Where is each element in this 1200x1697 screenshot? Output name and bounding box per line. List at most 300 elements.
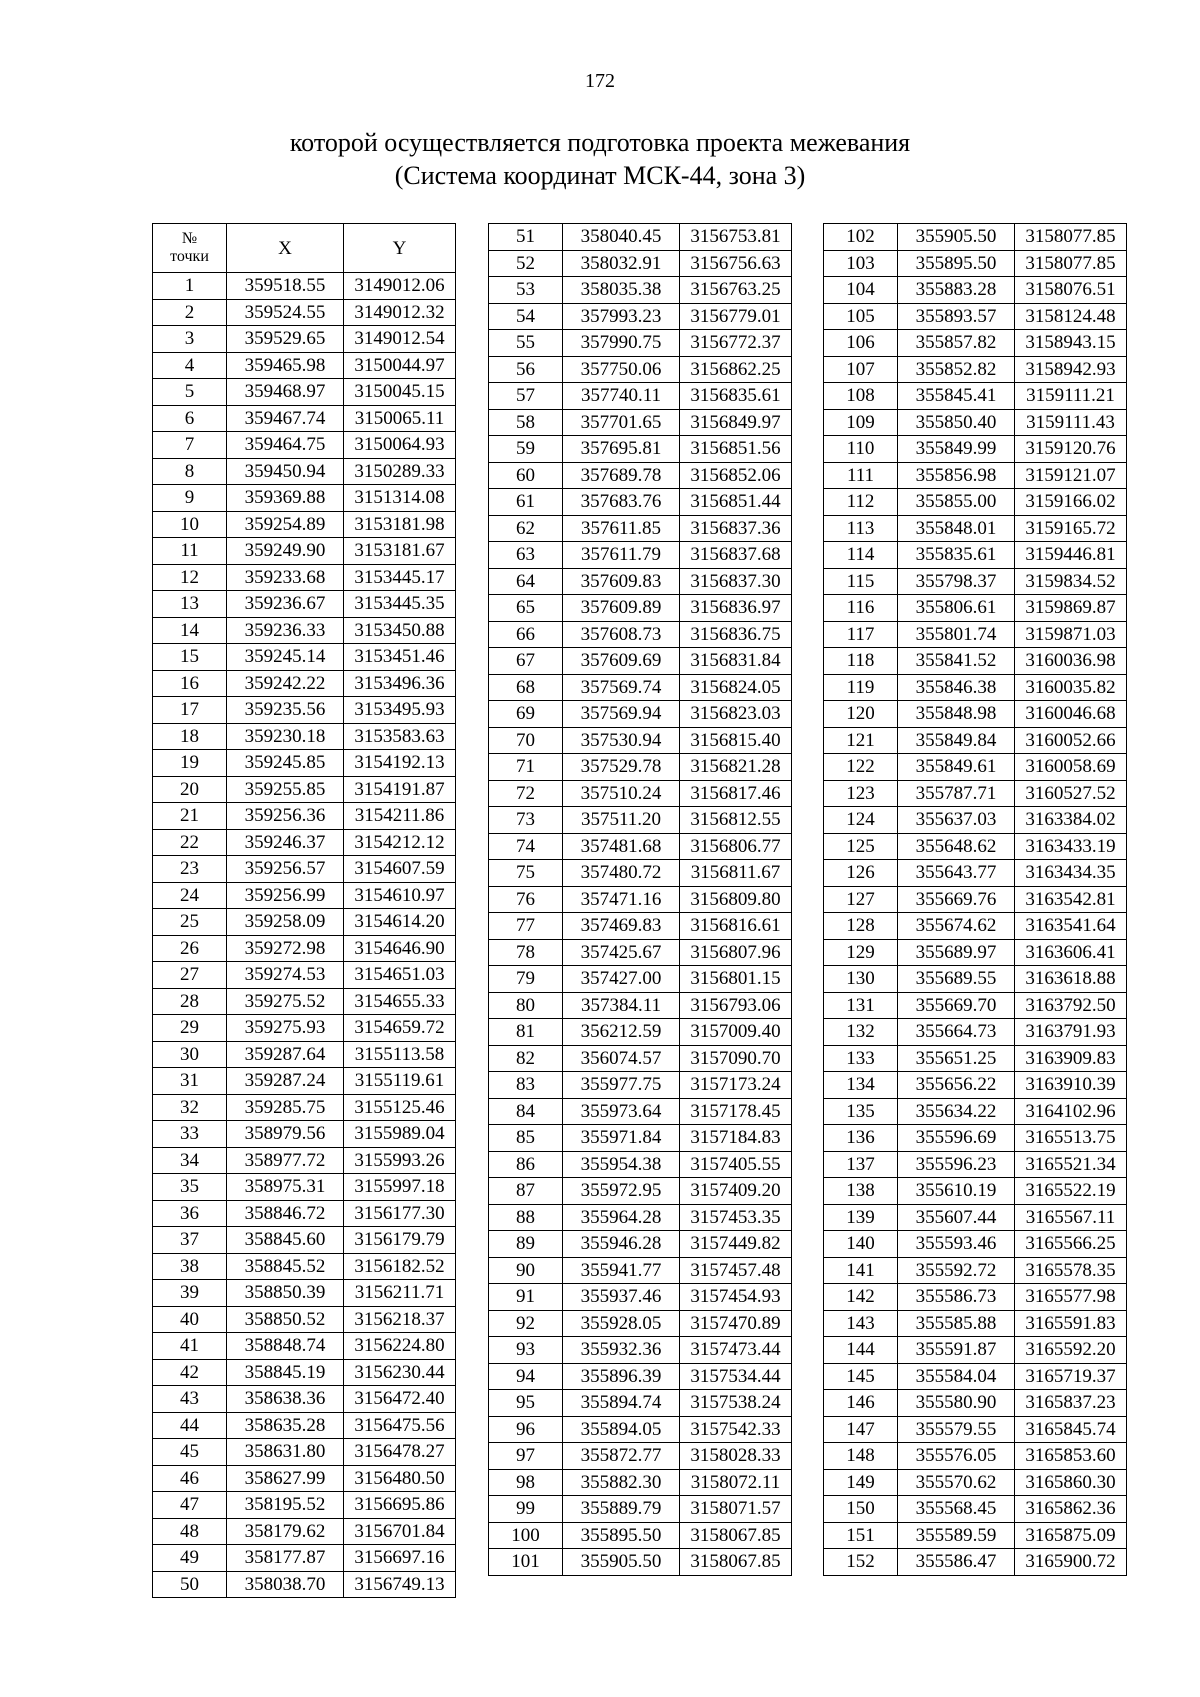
y-coordinate-cell: 3154659.72 <box>344 1015 456 1042</box>
table-row <box>489 913 792 940</box>
table-row <box>153 670 456 697</box>
y-coordinate-cell: 3157534.44 <box>680 1363 792 1390</box>
point-number-cell: 110 <box>824 436 898 463</box>
point-number-cell: 113 <box>824 515 898 542</box>
point-number-cell: 97 <box>489 1443 563 1470</box>
y-coordinate-cell: 3157470.89 <box>680 1310 792 1337</box>
table-row <box>489 515 792 542</box>
x-coordinate-cell: 357608.73 <box>563 621 680 648</box>
table-row <box>824 1416 1127 1443</box>
x-coordinate-cell: 355882.30 <box>563 1469 680 1496</box>
point-number-cell: 120 <box>824 701 898 728</box>
point-number-cell: 78 <box>489 939 563 966</box>
y-coordinate-cell: 3156801.15 <box>680 966 792 993</box>
x-coordinate-cell: 355855.00 <box>898 489 1015 516</box>
x-coordinate-cell: 355894.05 <box>563 1416 680 1443</box>
y-coordinate-cell: 3150044.97 <box>344 352 456 379</box>
point-number-cell: 48 <box>153 1518 227 1545</box>
x-coordinate-cell: 359258.09 <box>227 909 344 936</box>
y-coordinate-cell: 3159111.21 <box>1015 383 1127 410</box>
table-row <box>153 1253 456 1280</box>
point-number-cell: 52 <box>489 250 563 277</box>
coordinates-table-2 <box>488 223 792 1576</box>
y-coordinate-cell: 3165719.37 <box>1015 1363 1127 1390</box>
y-coordinate-cell: 3159121.07 <box>1015 462 1127 489</box>
table-row <box>489 1337 792 1364</box>
table-row <box>824 1231 1127 1258</box>
table-row <box>824 939 1127 966</box>
table-row <box>153 962 456 989</box>
x-coordinate-cell: 358845.52 <box>227 1253 344 1280</box>
x-coordinate-cell: 359287.24 <box>227 1068 344 1095</box>
point-number-cell: 60 <box>489 462 563 489</box>
table-row <box>489 1151 792 1178</box>
y-coordinate-cell: 3156230.44 <box>344 1359 456 1386</box>
x-coordinate-cell: 357609.83 <box>563 568 680 595</box>
table-row <box>489 1257 792 1284</box>
table-row <box>489 939 792 966</box>
point-number-cell: 68 <box>489 674 563 701</box>
y-coordinate-cell: 3150064.93 <box>344 432 456 459</box>
x-coordinate-cell: 355637.03 <box>898 807 1015 834</box>
x-coordinate-cell: 357469.83 <box>563 913 680 940</box>
x-coordinate-cell: 355787.71 <box>898 780 1015 807</box>
x-coordinate-cell: 355643.77 <box>898 860 1015 887</box>
x-coordinate-cell: 355689.55 <box>898 966 1015 993</box>
table-row <box>489 727 792 754</box>
y-coordinate-cell: 3158067.85 <box>680 1549 792 1576</box>
x-coordinate-cell: 355585.88 <box>898 1310 1015 1337</box>
y-coordinate-cell: 3156472.40 <box>344 1386 456 1413</box>
x-coordinate-cell: 355610.19 <box>898 1178 1015 1205</box>
x-coordinate-cell: 357427.00 <box>563 966 680 993</box>
x-coordinate-cell: 359529.65 <box>227 326 344 353</box>
y-coordinate-cell: 3160527.52 <box>1015 780 1127 807</box>
table-row <box>153 1121 456 1148</box>
table-row <box>153 538 456 565</box>
x-coordinate-cell: 358179.62 <box>227 1518 344 1545</box>
x-coordinate-cell: 358635.28 <box>227 1412 344 1439</box>
y-coordinate-cell: 3156701.84 <box>344 1518 456 1545</box>
point-number-cell: 125 <box>824 833 898 860</box>
x-coordinate-cell: 355634.22 <box>898 1098 1015 1125</box>
table-row <box>153 1492 456 1519</box>
table-row <box>824 1257 1127 1284</box>
y-coordinate-cell: 3163434.35 <box>1015 860 1127 887</box>
y-coordinate-cell: 3157009.40 <box>680 1019 792 1046</box>
table-row <box>824 1469 1127 1496</box>
point-number-cell: 109 <box>824 409 898 436</box>
table-row <box>824 754 1127 781</box>
header-y: Y <box>344 224 456 273</box>
table-row <box>153 909 456 936</box>
x-coordinate-cell: 355579.55 <box>898 1416 1015 1443</box>
x-coordinate-cell: 359274.53 <box>227 962 344 989</box>
point-number-cell: 104 <box>824 277 898 304</box>
table-row <box>489 1178 792 1205</box>
point-number-cell: 63 <box>489 542 563 569</box>
y-coordinate-cell: 3165592.20 <box>1015 1337 1127 1364</box>
x-coordinate-cell: 358848.74 <box>227 1333 344 1360</box>
y-coordinate-cell: 3153445.35 <box>344 591 456 618</box>
point-number-cell: 139 <box>824 1204 898 1231</box>
y-coordinate-cell: 3157453.35 <box>680 1204 792 1231</box>
point-number-cell: 27 <box>153 962 227 989</box>
y-coordinate-cell: 3157449.82 <box>680 1231 792 1258</box>
point-number-cell: 105 <box>824 303 898 330</box>
table-row <box>153 1306 456 1333</box>
table-row <box>824 860 1127 887</box>
y-coordinate-cell: 3158067.85 <box>680 1522 792 1549</box>
y-coordinate-cell: 3156182.52 <box>344 1253 456 1280</box>
table-row <box>824 436 1127 463</box>
point-number-cell: 87 <box>489 1178 563 1205</box>
table-row <box>153 405 456 432</box>
x-coordinate-cell: 357481.68 <box>563 833 680 860</box>
x-coordinate-cell: 359245.85 <box>227 750 344 777</box>
x-coordinate-cell: 358975.31 <box>227 1174 344 1201</box>
table-row <box>824 1337 1127 1364</box>
table-row <box>489 860 792 887</box>
table-row <box>153 776 456 803</box>
table-row <box>153 273 456 300</box>
y-coordinate-cell: 3156218.37 <box>344 1306 456 1333</box>
x-coordinate-cell: 358850.52 <box>227 1306 344 1333</box>
point-number-cell: 138 <box>824 1178 898 1205</box>
header-point-number: № точки <box>153 224 227 273</box>
x-coordinate-cell: 355848.01 <box>898 515 1015 542</box>
table-row <box>489 1019 792 1046</box>
table-row <box>489 701 792 728</box>
x-coordinate-cell: 358850.39 <box>227 1280 344 1307</box>
x-coordinate-cell: 357471.16 <box>563 886 680 913</box>
y-coordinate-cell: 3154655.33 <box>344 988 456 1015</box>
x-coordinate-cell: 357990.75 <box>563 330 680 357</box>
table-row <box>153 1359 456 1386</box>
point-number-cell: 102 <box>824 224 898 251</box>
y-coordinate-cell: 3157538.24 <box>680 1390 792 1417</box>
y-coordinate-cell: 3156831.84 <box>680 648 792 675</box>
point-number-cell: 122 <box>824 754 898 781</box>
table-row <box>489 1310 792 1337</box>
x-coordinate-cell: 359275.93 <box>227 1015 344 1042</box>
point-number-cell: 94 <box>489 1363 563 1390</box>
y-coordinate-cell: 3156835.61 <box>680 383 792 410</box>
table-row <box>153 1041 456 1068</box>
y-coordinate-cell: 3165591.83 <box>1015 1310 1127 1337</box>
y-coordinate-cell: 3156821.28 <box>680 754 792 781</box>
table-row <box>153 485 456 512</box>
table-row <box>489 886 792 913</box>
table-row <box>824 1310 1127 1337</box>
point-number-cell: 50 <box>153 1571 227 1598</box>
y-coordinate-cell: 3158072.11 <box>680 1469 792 1496</box>
y-coordinate-cell: 3156809.80 <box>680 886 792 913</box>
point-number-cell: 136 <box>824 1125 898 1152</box>
table-row <box>824 356 1127 383</box>
point-number-cell: 23 <box>153 856 227 883</box>
point-number-cell: 29 <box>153 1015 227 1042</box>
table-row <box>489 992 792 1019</box>
table-row <box>489 356 792 383</box>
table-row <box>489 1231 792 1258</box>
point-number-cell: 132 <box>824 1019 898 1046</box>
point-number-cell: 8 <box>153 458 227 485</box>
point-number-cell: 9 <box>153 485 227 512</box>
y-coordinate-cell: 3156806.77 <box>680 833 792 860</box>
y-coordinate-cell: 3157178.45 <box>680 1098 792 1125</box>
table-row <box>153 299 456 326</box>
y-coordinate-cell: 3156849.97 <box>680 409 792 436</box>
x-coordinate-cell: 358638.36 <box>227 1386 344 1413</box>
point-number-cell: 11 <box>153 538 227 565</box>
y-coordinate-cell: 3159834.52 <box>1015 568 1127 595</box>
point-number-cell: 30 <box>153 1041 227 1068</box>
point-number-cell: 123 <box>824 780 898 807</box>
y-coordinate-cell: 3158077.85 <box>1015 224 1127 251</box>
point-number-cell: 70 <box>489 727 563 754</box>
table-row <box>153 1518 456 1545</box>
point-number-cell: 95 <box>489 1390 563 1417</box>
y-coordinate-cell: 3165521.34 <box>1015 1151 1127 1178</box>
x-coordinate-cell: 358631.80 <box>227 1439 344 1466</box>
point-number-cell: 66 <box>489 621 563 648</box>
point-number-cell: 22 <box>153 829 227 856</box>
x-coordinate-cell: 359242.22 <box>227 670 344 697</box>
table-row <box>824 1496 1127 1523</box>
table-row <box>824 1019 1127 1046</box>
x-coordinate-cell: 357480.72 <box>563 860 680 887</box>
x-coordinate-cell: 357384.11 <box>563 992 680 1019</box>
table-row <box>489 489 792 516</box>
point-number-cell: 134 <box>824 1072 898 1099</box>
point-number-cell: 39 <box>153 1280 227 1307</box>
point-number-cell: 69 <box>489 701 563 728</box>
point-number-cell: 58 <box>489 409 563 436</box>
x-coordinate-cell: 357611.79 <box>563 542 680 569</box>
y-coordinate-cell: 3155997.18 <box>344 1174 456 1201</box>
point-number-cell: 45 <box>153 1439 227 1466</box>
x-coordinate-cell: 355801.74 <box>898 621 1015 648</box>
table-row <box>153 1068 456 1095</box>
point-number-cell: 32 <box>153 1094 227 1121</box>
y-coordinate-cell: 3153451.46 <box>344 644 456 671</box>
x-coordinate-cell: 359246.37 <box>227 829 344 856</box>
table-row <box>489 595 792 622</box>
x-coordinate-cell: 355669.70 <box>898 992 1015 1019</box>
y-coordinate-cell: 3156837.68 <box>680 542 792 569</box>
table-row <box>824 833 1127 860</box>
table-row <box>824 992 1127 1019</box>
x-coordinate-cell: 359464.75 <box>227 432 344 459</box>
table-row <box>489 250 792 277</box>
y-coordinate-cell: 3163542.81 <box>1015 886 1127 913</box>
y-coordinate-cell: 3156756.63 <box>680 250 792 277</box>
x-coordinate-cell: 355937.46 <box>563 1284 680 1311</box>
y-coordinate-cell: 3153450.88 <box>344 617 456 644</box>
table-row <box>153 458 456 485</box>
y-coordinate-cell: 3157090.70 <box>680 1045 792 1072</box>
point-number-cell: 127 <box>824 886 898 913</box>
table-row <box>153 1545 456 1572</box>
y-coordinate-cell: 3159166.02 <box>1015 489 1127 516</box>
point-number-cell: 114 <box>824 542 898 569</box>
point-number-cell: 106 <box>824 330 898 357</box>
y-coordinate-cell: 3156837.36 <box>680 515 792 542</box>
point-number-cell: 35 <box>153 1174 227 1201</box>
table-row <box>489 780 792 807</box>
x-coordinate-cell: 355607.44 <box>898 1204 1015 1231</box>
x-coordinate-cell: 359230.18 <box>227 723 344 750</box>
point-number-cell: 31 <box>153 1068 227 1095</box>
y-coordinate-cell: 3158942.93 <box>1015 356 1127 383</box>
point-number-cell: 91 <box>489 1284 563 1311</box>
y-coordinate-cell: 3157473.44 <box>680 1337 792 1364</box>
y-coordinate-cell: 3158076.51 <box>1015 277 1127 304</box>
x-coordinate-cell: 355568.45 <box>898 1496 1015 1523</box>
point-number-cell: 126 <box>824 860 898 887</box>
point-number-cell: 74 <box>489 833 563 860</box>
x-coordinate-cell: 355674.62 <box>898 913 1015 940</box>
x-coordinate-cell: 359287.64 <box>227 1041 344 1068</box>
y-coordinate-cell: 3150289.33 <box>344 458 456 485</box>
y-coordinate-cell: 3156852.06 <box>680 462 792 489</box>
y-coordinate-cell: 3156478.27 <box>344 1439 456 1466</box>
y-coordinate-cell: 3156793.06 <box>680 992 792 1019</box>
point-number-cell: 62 <box>489 515 563 542</box>
y-coordinate-cell: 3163606.41 <box>1015 939 1127 966</box>
point-number-cell: 145 <box>824 1363 898 1390</box>
point-number-cell: 64 <box>489 568 563 595</box>
y-coordinate-cell: 3153583.63 <box>344 723 456 750</box>
table-row <box>153 1386 456 1413</box>
x-coordinate-cell: 355896.39 <box>563 1363 680 1390</box>
x-coordinate-cell: 355849.84 <box>898 727 1015 754</box>
point-number-cell: 73 <box>489 807 563 834</box>
table-row <box>489 1390 792 1417</box>
y-coordinate-cell: 3156753.81 <box>680 224 792 251</box>
table-row <box>489 1125 792 1152</box>
y-coordinate-cell: 3157405.55 <box>680 1151 792 1178</box>
coordinates-table-3 <box>823 223 1127 1576</box>
x-coordinate-cell: 357611.85 <box>563 515 680 542</box>
point-number-cell: 61 <box>489 489 563 516</box>
x-coordinate-cell: 358979.56 <box>227 1121 344 1148</box>
x-coordinate-cell: 355845.41 <box>898 383 1015 410</box>
y-coordinate-cell: 3156177.30 <box>344 1200 456 1227</box>
table-row <box>153 326 456 353</box>
table-row <box>489 833 792 860</box>
table-row <box>824 1204 1127 1231</box>
table-row <box>153 1200 456 1227</box>
x-coordinate-cell: 357695.81 <box>563 436 680 463</box>
point-number-cell: 18 <box>153 723 227 750</box>
table-row <box>824 1098 1127 1125</box>
point-number-cell: 53 <box>489 277 563 304</box>
table-row <box>489 648 792 675</box>
table-row <box>489 1469 792 1496</box>
point-number-cell: 72 <box>489 780 563 807</box>
table-row <box>153 829 456 856</box>
point-number-cell: 101 <box>489 1549 563 1576</box>
y-coordinate-cell: 3156779.01 <box>680 303 792 330</box>
table-row <box>489 462 792 489</box>
y-coordinate-cell: 3157184.83 <box>680 1125 792 1152</box>
x-coordinate-cell: 358035.38 <box>563 277 680 304</box>
point-number-cell: 98 <box>489 1469 563 1496</box>
point-number-cell: 92 <box>489 1310 563 1337</box>
point-number-cell: 40 <box>153 1306 227 1333</box>
y-coordinate-cell: 3156823.03 <box>680 701 792 728</box>
point-number-cell: 5 <box>153 379 227 406</box>
table-row <box>153 511 456 538</box>
y-coordinate-cell: 3149012.06 <box>344 273 456 300</box>
y-coordinate-cell: 3160036.98 <box>1015 648 1127 675</box>
y-coordinate-cell: 3153181.98 <box>344 511 456 538</box>
point-number-cell: 37 <box>153 1227 227 1254</box>
table-row <box>153 1465 456 1492</box>
x-coordinate-cell: 355835.61 <box>898 542 1015 569</box>
x-coordinate-cell: 358845.19 <box>227 1359 344 1386</box>
title-line-2: (Система координат МСК-44, зона 3) <box>394 161 806 190</box>
table-row <box>153 591 456 618</box>
y-coordinate-cell: 3156837.30 <box>680 568 792 595</box>
point-number-cell: 117 <box>824 621 898 648</box>
table-row <box>153 1412 456 1439</box>
point-number-cell: 67 <box>489 648 563 675</box>
x-coordinate-cell: 359272.98 <box>227 935 344 962</box>
table-row <box>153 1174 456 1201</box>
table-row <box>824 542 1127 569</box>
y-coordinate-cell: 3156475.56 <box>344 1412 456 1439</box>
y-coordinate-cell: 3165837.23 <box>1015 1390 1127 1417</box>
y-coordinate-cell: 3158943.15 <box>1015 330 1127 357</box>
x-coordinate-cell: 355946.28 <box>563 1231 680 1258</box>
y-coordinate-cell: 3149012.54 <box>344 326 456 353</box>
x-coordinate-cell: 355954.38 <box>563 1151 680 1178</box>
y-coordinate-cell: 3158028.33 <box>680 1443 792 1470</box>
y-coordinate-cell: 3155113.58 <box>344 1041 456 1068</box>
table-row <box>489 807 792 834</box>
point-number-cell: 142 <box>824 1284 898 1311</box>
x-coordinate-cell: 355848.98 <box>898 701 1015 728</box>
point-number-cell: 38 <box>153 1253 227 1280</box>
y-coordinate-cell: 3160046.68 <box>1015 701 1127 728</box>
x-coordinate-cell: 357510.24 <box>563 780 680 807</box>
y-coordinate-cell: 3155989.04 <box>344 1121 456 1148</box>
point-number-cell: 3 <box>153 326 227 353</box>
x-coordinate-cell: 355570.62 <box>898 1469 1015 1496</box>
point-number-cell: 111 <box>824 462 898 489</box>
x-coordinate-cell: 358846.72 <box>227 1200 344 1227</box>
x-coordinate-cell: 355941.77 <box>563 1257 680 1284</box>
x-coordinate-cell: 355889.79 <box>563 1496 680 1523</box>
x-coordinate-cell: 359468.97 <box>227 379 344 406</box>
x-coordinate-cell: 359233.68 <box>227 564 344 591</box>
y-coordinate-cell: 3158124.48 <box>1015 303 1127 330</box>
y-coordinate-cell: 3164102.96 <box>1015 1098 1127 1125</box>
table-row <box>153 1227 456 1254</box>
x-coordinate-cell: 357993.23 <box>563 303 680 330</box>
y-coordinate-cell: 3154651.03 <box>344 962 456 989</box>
x-coordinate-cell: 355591.87 <box>898 1337 1015 1364</box>
y-coordinate-cell: 3156807.96 <box>680 939 792 966</box>
x-coordinate-cell: 355669.76 <box>898 886 1015 913</box>
point-number-cell: 54 <box>489 303 563 330</box>
x-coordinate-cell: 357750.06 <box>563 356 680 383</box>
table-row <box>489 542 792 569</box>
table-row <box>824 1549 1127 1576</box>
